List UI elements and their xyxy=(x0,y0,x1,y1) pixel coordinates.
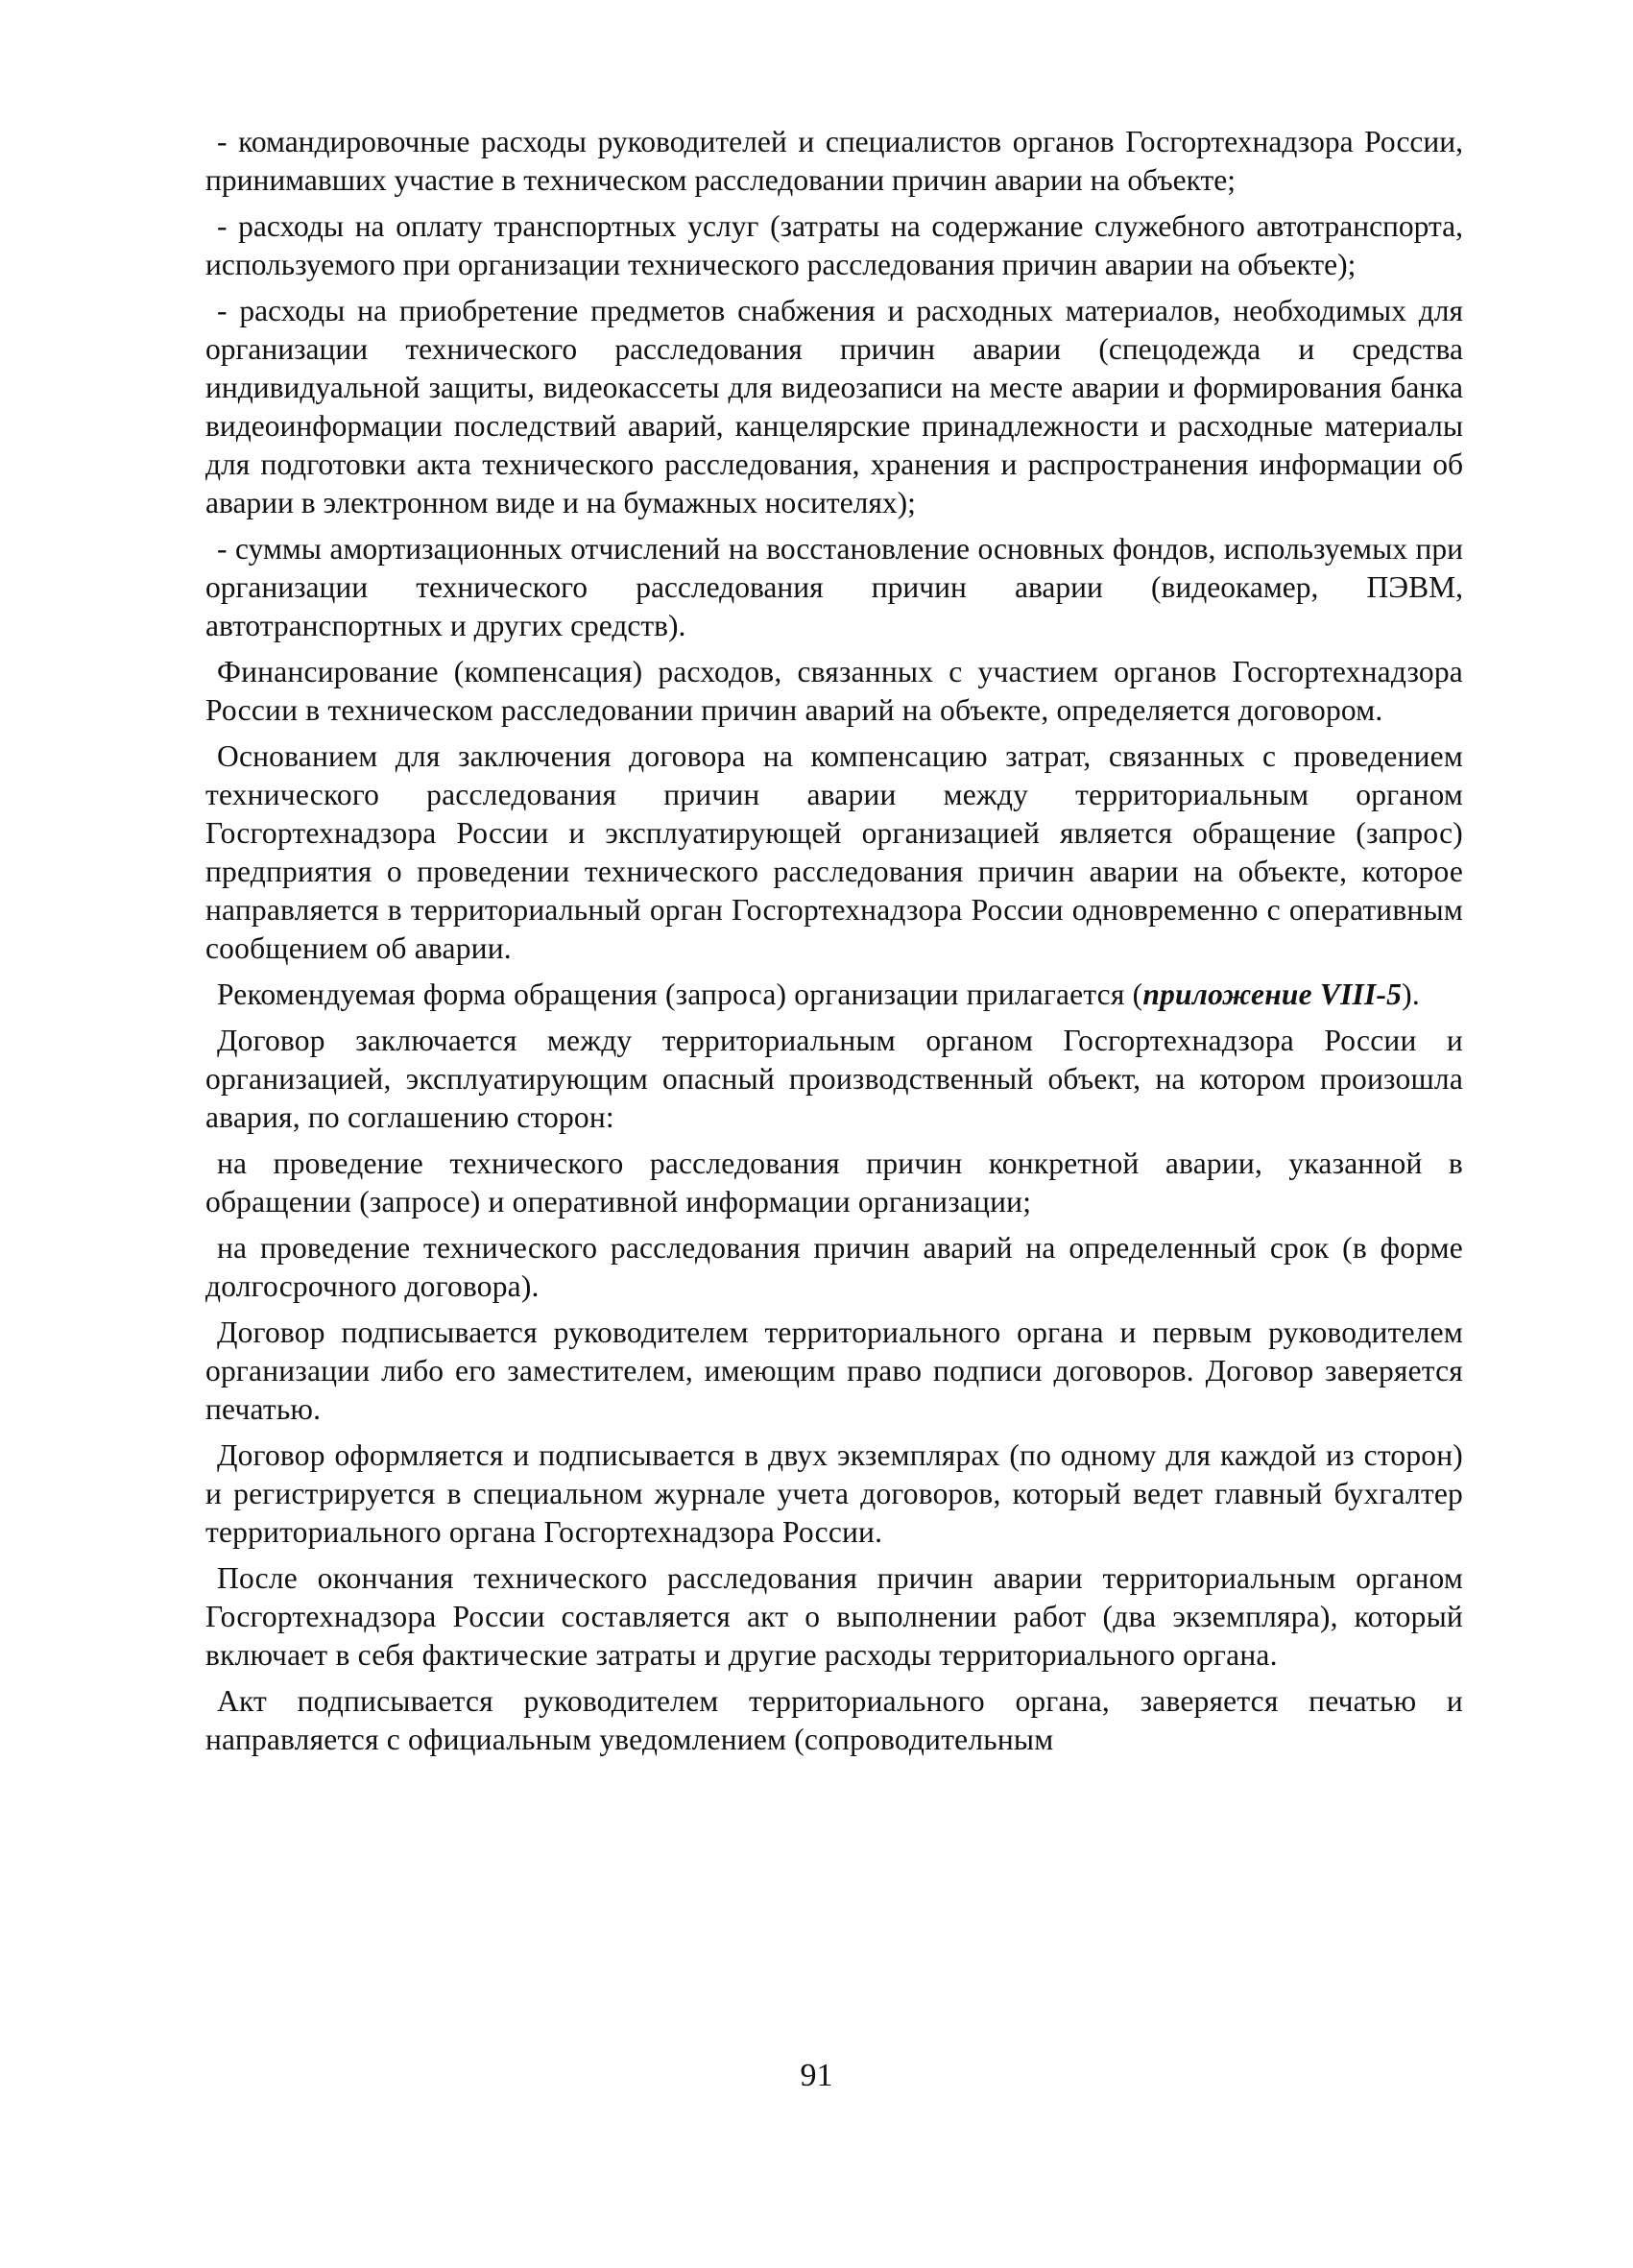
appendix-ref-close: ). xyxy=(1402,977,1420,1011)
page-number: 91 xyxy=(800,2058,833,2093)
contract-option-longterm: на проведение технического расследования причин аварий на определенный срок (в форме долгосрочного договора). xyxy=(205,1231,1463,1303)
expense-item-depreciation: - суммы амортизационных отчислений на восстановление основных фондов, используемых при организации технического расследования причин аварии (видеокамер, ПЭВМ, автотранспортных и других средств). xyxy=(205,532,1463,642)
contract-option-specific: на проведение технического расследования причин конкретной аварии, указанной в обращении (запросе) и оперативной информации организации; xyxy=(205,1146,1463,1218)
paragraph-act-signing: Акт подписывается руководителем территориального органа, заверяется печатью и направляется с официальным уведомлением (сопроводительным xyxy=(205,1684,1463,1756)
expense-item-supplies: - расходы на приобретение предметов снабжения и расходных материалов, необходимых для организации технического расследования причин аварии (спецодежда и средства индивидуальной защиты, видеокассеты для видеозаписи на месте аварии и формирования банка видеоинформации последствий аварий, канцелярские принадлежности и расходные материалы для подготовки акта технического расследования, хранения и распространения информации об аварии в электронном виде и на бумажных носителях); xyxy=(205,294,1463,519)
paragraph-act-of-work: После окончания технического расследования причин аварии территориальным органом Госгортехнадзора России составляется акт о выполнении работ (два экземпляра), который включает в себя фактические затраты и другие расходы территориального органа. xyxy=(205,1561,1463,1672)
paragraph-contract-signing: Договор подписывается руководителем территориального органа и первым руководителем организации либо его заместителем, имеющим право подписи договоров. Договор заверяется печатью. xyxy=(205,1315,1463,1426)
expense-item-travel: - командировочные расходы руководителей и специалистов органов Госгортехнадзора России, принимавших участие в техническом расследовании причин аварии на объекте; xyxy=(205,125,1463,197)
paragraph-contract-concluded: Договор заключается между территориальным органом Госгортехнадзора России и организацией, эксплуатирующим опасный производственный объект, на котором произошла авария, по соглашению сторон: xyxy=(205,1024,1463,1134)
expense-item-transport: - расходы на оплату транспортных услуг (затраты на содержание служебного автотранспорта, используемого при организации технического расследования причин аварии на объекте); xyxy=(205,209,1463,281)
request-form-text: Рекомендуемая форма обращения (запроса) организации прилагается xyxy=(217,977,1125,1011)
appendix-ref-open: ( xyxy=(1132,977,1143,1011)
body-text xyxy=(205,123,1463,1767)
paragraph-request-form xyxy=(205,976,1463,1014)
appendix-reference: приложение VIII-5 xyxy=(1142,977,1403,1011)
paragraph-contract-registration: Договор оформляется и подписывается в двух экземплярах (по одному для каждой из сторон) и регистрируется в специальном журнале учета договоров, который ведет главный бухгалтер территориального органа Госгортехнадзора России. xyxy=(205,1438,1463,1549)
paragraph-financing: Финансирование (компенсация) расходов, связанных с участием органов Госгортехнадзора России в техническом расследовании причин аварий на объекте, определяется договором. xyxy=(205,655,1463,727)
paragraph-contract-basis: Основанием для заключения договора на компенсацию затрат, связанных с проведением технического расследования причин аварии между территориальным органом Госгортехнадзора России и эксплуатирующей организацией является обращение (запрос) предприятия о проведении технического расследования причин аварии на объекте, которое направляется в территориальный орган Госгортехнадзора России одновременно с оперативным сообщением об аварии. xyxy=(205,739,1463,965)
